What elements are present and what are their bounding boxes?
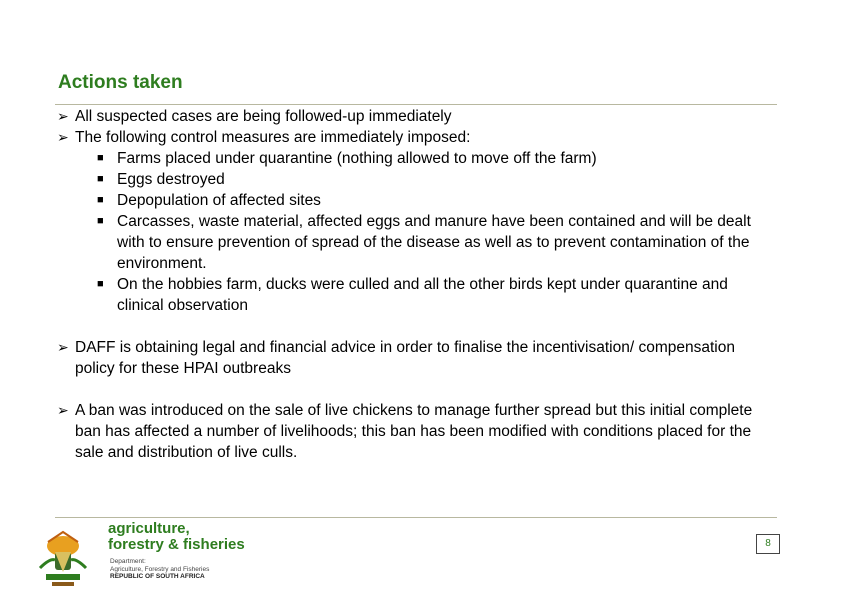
sub-bullet-5-text: On the hobbies farm, ducks were culled and all the other birds kept under quarantine and clinical observation <box>117 276 728 314</box>
square-bullet-icon: ■ <box>97 173 104 185</box>
bullet-2 <box>55 127 775 148</box>
sub-bullet-1-text: Farms placed under quarantine (nothing allowed to move off the farm) <box>117 150 597 167</box>
coat-of-arms-icon <box>28 528 98 588</box>
bullet-4-text: A ban was introduced on the sale of live chickens to manage further spread but this initial complete ban has affected a number of livelihoods; this ban has been modified with conditions placed for the sale and distribution of live culls. <box>75 402 753 461</box>
bullet-1 <box>55 106 775 127</box>
logo-line-2: forestry & fisheries <box>108 536 245 553</box>
sub-bullet-2-text: Eggs destroyed <box>117 171 225 188</box>
bullet-1-text: All suspected cases are being followed-up immediately <box>75 108 452 125</box>
slide-body <box>55 106 775 463</box>
sub-bullet-2 <box>55 169 775 190</box>
bullet-3 <box>55 337 775 379</box>
square-bullet-icon: ■ <box>97 278 104 290</box>
sub-bullet-5 <box>55 274 775 316</box>
slide-title: Actions taken <box>58 72 183 93</box>
square-bullet-icon: ■ <box>97 152 104 164</box>
arrow-bullet-icon: ➢ <box>57 129 69 145</box>
page-number: 8 <box>756 534 780 554</box>
arrow-bullet-icon: ➢ <box>57 402 69 418</box>
dept-line-2: Agriculture, Forestry and Fisheries <box>110 565 210 573</box>
bullet-4 <box>55 400 775 463</box>
square-bullet-icon: ■ <box>97 215 104 227</box>
dept-line-3: REPUBLIC OF SOUTH AFRICA <box>110 573 205 580</box>
arrow-bullet-icon: ➢ <box>57 339 69 355</box>
logo-line-1: agriculture, <box>108 520 190 537</box>
title-divider <box>55 104 777 105</box>
bullet-2-text: The following control measures are immediately imposed: <box>75 129 471 146</box>
square-bullet-icon: ■ <box>97 194 104 206</box>
ministry-logo-text <box>108 521 245 553</box>
bullet-3-text: DAFF is obtaining legal and financial advice in order to finalise the incentivisation/ compensation policy for these HPAI outbreaks <box>75 339 735 377</box>
spacer <box>55 316 775 337</box>
footer-divider <box>55 517 777 518</box>
department-name <box>110 558 209 581</box>
dept-line-1: Department: <box>110 558 146 565</box>
arrow-bullet-icon: ➢ <box>57 108 69 124</box>
spacer <box>55 379 775 400</box>
sub-bullet-3 <box>55 190 775 211</box>
sub-bullet-4 <box>55 211 775 274</box>
sub-bullet-4-text: Carcasses, waste material, affected eggs and manure have been contained and will be dealt with to ensure prevention of spread of the disease as well as to prevent contamination of the environment. <box>117 213 751 272</box>
sub-bullet-1 <box>55 148 775 169</box>
sub-bullet-3-text: Depopulation of affected sites <box>117 192 321 209</box>
